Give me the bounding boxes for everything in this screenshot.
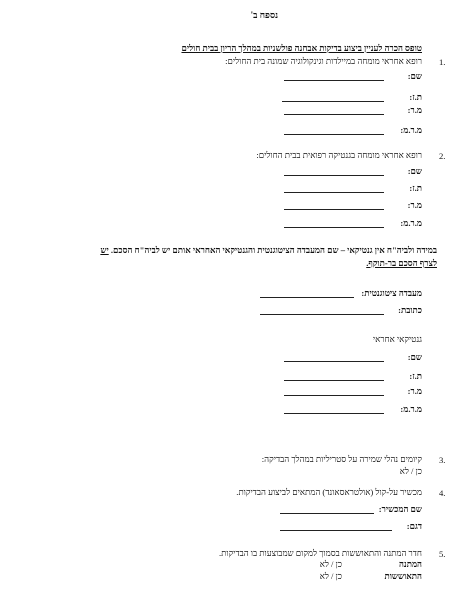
section-3-options[interactable]: כן / לא xyxy=(399,466,422,476)
recovery-label: התאוששות xyxy=(384,571,422,581)
section-4-number: 4. xyxy=(439,488,446,498)
section-1-number: 1. xyxy=(439,57,446,67)
device-name-label: שם המכשיר: xyxy=(378,504,422,514)
model-field[interactable] xyxy=(280,530,392,531)
address-field[interactable] xyxy=(260,314,384,315)
lab-field[interactable] xyxy=(260,297,354,298)
geneticist-specialist-license-label: מ.ר.מ: xyxy=(400,404,422,414)
section-2-license-label: מ.ר: xyxy=(407,200,422,210)
geneticist-license-label: מ.ר: xyxy=(407,386,422,396)
section-2-specialist-license-field[interactable] xyxy=(284,227,384,228)
device-name-field[interactable] xyxy=(280,513,374,514)
section-2-license-field[interactable] xyxy=(284,209,384,210)
recovery-options[interactable]: כן / לא xyxy=(319,571,342,581)
section-2-name-label: שם: xyxy=(407,166,422,176)
section-1-heading: רופא אחראי מומחה במיילדות וגינקולוגיה שמונה בית החולים: xyxy=(225,56,422,66)
section-1-specialist-license-field[interactable] xyxy=(284,134,384,135)
geneticist-id-field[interactable] xyxy=(284,380,384,381)
section-1-name-field[interactable] xyxy=(284,80,384,81)
section-5-text: חדר המתנה והתאוששות בסמוך למקום שמבוצעות בו הבדיקות. xyxy=(219,548,422,558)
form-label: נספח ב' xyxy=(250,10,278,20)
section-1-specialist-license-label: מ.ר.מ: xyxy=(400,125,422,135)
external-paragraph-emphasis: יש xyxy=(100,245,109,255)
external-paragraph-text: במידה ולביה"ח אין גנטיקאי – שם המעבדה הציטוגנטית והגנטיקאי האחראי אותם יש לביה"ח הסכם. xyxy=(110,245,437,255)
section-1-name-label: שם: xyxy=(407,71,422,81)
external-paragraph-line2: לצרף הסכם בר-תוקף. xyxy=(366,258,437,268)
section-2-name-field[interactable] xyxy=(284,175,384,176)
geneticist-specialist-license-field[interactable] xyxy=(284,413,384,414)
external-paragraph-line1 xyxy=(100,246,437,255)
model-label: דגם: xyxy=(406,521,422,531)
section-3-text: קיומים נהלי שמירה על סטריליות במהלך הבדיקה: xyxy=(261,454,422,464)
section-1-id-field[interactable] xyxy=(282,101,384,102)
section-2-heading: רופא אחראי מומחה בגנטיקה רפואית בבית החולים: xyxy=(256,150,422,160)
geneticist-license-field[interactable] xyxy=(284,395,384,396)
geneticist-name-label: שם: xyxy=(407,352,422,362)
waiting-label: המתנה xyxy=(398,559,422,569)
section-1-license-label: מ.ר: xyxy=(407,105,422,115)
geneticist-id-label: ת.ז: xyxy=(409,371,422,381)
section-5-number: 5. xyxy=(439,549,446,559)
section-4-text: מכשיר על-קול (אולטראסאונד) המתאים לביצוע הבדיקות. xyxy=(236,487,422,497)
form-title: טופס הכרה לעניין ביצוע בדיקות אבחנה פולשניות במהלך הריון בבית חולים xyxy=(181,43,422,53)
section-3-number: 3. xyxy=(439,455,446,465)
section-2-specialist-license-label: מ.ר.מ: xyxy=(400,218,422,228)
lab-label: מעבדה ציטוגנטית: xyxy=(361,288,422,298)
geneticist-name-field[interactable] xyxy=(284,361,384,362)
geneticist-heading: גנטיקאי אחראי xyxy=(372,334,422,344)
waiting-options[interactable]: כן / לא xyxy=(319,559,342,569)
section-2-number: 2. xyxy=(439,151,446,161)
section-1-id-label: ת.ז: xyxy=(409,92,422,102)
section-1-license-field[interactable] xyxy=(284,114,384,115)
address-label: כתובת: xyxy=(398,305,422,315)
section-2-id-label: ת.ז: xyxy=(409,183,422,193)
section-2-id-field[interactable] xyxy=(284,192,384,193)
